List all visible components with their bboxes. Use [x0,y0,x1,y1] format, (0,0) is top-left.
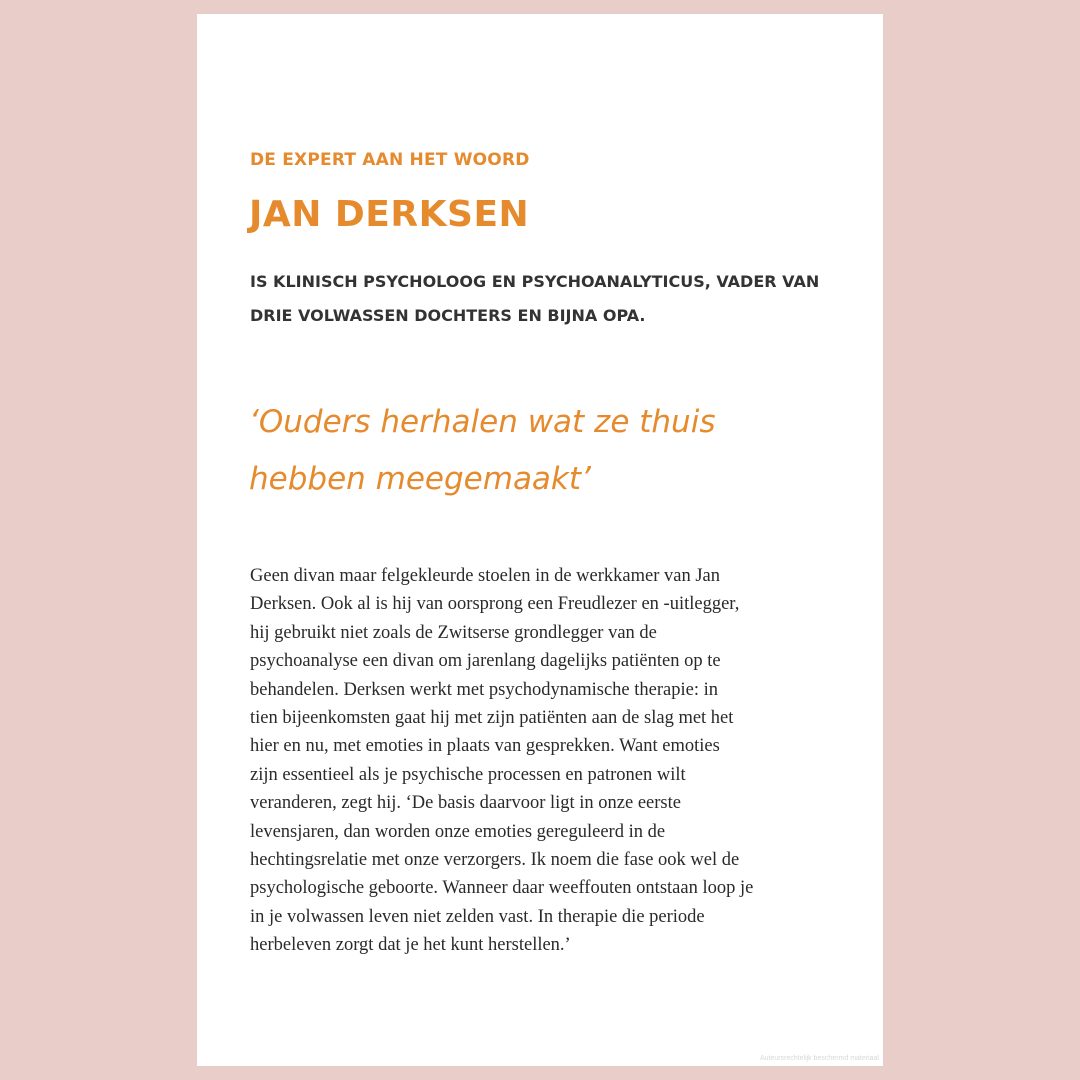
body-line: hij gebruikt niet zoals de Zwitserse grondlegger van de [250,622,657,643]
quote-line: hebben meegemaakt’ [249,461,591,497]
body-line: levensjaren, dan worden onze emoties gereguleerd in de [250,821,666,842]
body-line: hechtingsrelatie met onze verzorgers. Ik noem die fase ook wel de [250,850,740,871]
document-page [197,14,883,1066]
expert-name: JAN DERKSEN [249,194,530,235]
pull-quote [249,394,849,508]
bio-line: IS KLINISCH PSYCHOLOOG EN PSYCHOANALYTICUS, VADER VAN [250,272,820,291]
expert-bio [250,265,850,333]
body-line: Geen divan maar felgekleurde stoelen in de werkkamer van Jan [250,566,721,586]
body-line: herbeleven zorgt dat je het kunt herstellen.’ [250,935,571,956]
body-line: hier en nu, met emoties in plaats van gesprekken. Want emoties [250,736,720,757]
body-line: psychologische geboorte. Wanneer daar weeffouten ontstaan loop je [250,878,754,899]
section-eyebrow: DE EXPERT AAN HET WOORD [250,150,530,170]
body-line: zijn essentieel als je psychische processen en patronen wilt [250,764,686,785]
body-line: behandelen. Derksen werkt met psychodynamische therapie: in [250,679,718,700]
quote-line: ‘Ouders herhalen wat ze thuis [249,404,716,440]
body-line: Derksen. Ook al is hij van oorsprong een Freudlezer en -uitlegger, [250,594,740,615]
body-line: psychoanalyse een divan om jarenlang dagelijks patiënten op te [250,651,721,672]
body-line: veranderen, zegt hij. ‘De basis daarvoor ligt in onze eerste [250,793,681,814]
copyright-credit: Auteursrechtelijk beschermd materiaal [759,1055,879,1062]
body-line: in je volwassen leven niet zelden vast. In therapie die periode [250,906,705,927]
bio-line: DRIE VOLWASSEN DOCHTERS EN BIJNA OPA. [250,306,646,325]
body-line: tien bijeenkomsten gaat hij met zijn patiënten aan de slag met het [250,708,734,729]
body-paragraph [250,562,850,960]
